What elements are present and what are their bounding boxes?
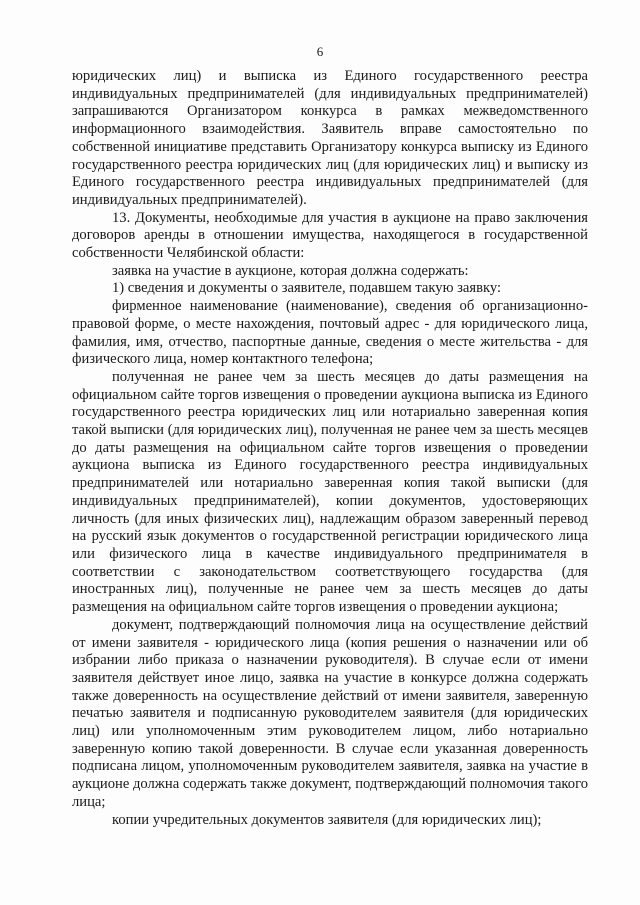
paragraph-applicant-info: 1) сведения и документы о заявителе, подавшем такую заявку:: [112, 280, 502, 297]
paragraph-registry-extract-continued: юридических лиц) и выписка из Единого государственного реестра индивидуальных предпринимателей (для индивидуальных предпринимателей) запрашиваются Организатором конкурса в рамках межведомственного информационного взаимодействия. Заявитель вправе самостоятельно по собственной инициативе представить Организатору конкурса выписку из Единого государственного реестра юридических лиц (для юридических лиц) и выписку из Единого государственного реестра индивидуальных предпринимателей (для индивидуальных предпринимателей).: [72, 68, 588, 208]
paragraph-registry-extract: полученная не ранее чем за шесть месяцев до даты размещения на официальном сайте торгов извещения о проведении аукциона выписка из Единого государственного реестра юридических лиц или нотариально заверенная копия такой выписки (для юридических лиц), полученная не ранее чем за шесть месяцев до даты размещения на официальном сайте торгов извещения о проведении аукциона выписка из Единого государственного реестра индивидуальных предпринимателей или нотариально заверенная копия такой выписки (для индивидуальных предпринимателей), копии документов, удостоверяющих личность (для иных физических лиц), надлежащим образом заверенный перевод на русский язык документов о государственной регистрации юридического лица или физического лица в качестве индивидуального предпринимателя в соответствии с законодательством соответствующего государства (для иностранных лиц), полученные не ранее чем за шесть месяцев до даты размещения на официальном сайте торгов извещения о проведении аукциона;: [72, 368, 588, 616]
paragraph-item-13: 13. Документы, необходимые для участия в аукционе на право заключения договоров аренды в отношении имущества, находящегося в государственной собственности Челябинской области:: [72, 209, 588, 262]
paragraph-authority-document: документ, подтверждающий полномочия лица на осуществление действий от имени заявителя - юридического лица (копия решения о назначении или об избрании либо приказа о назначении руководителя). В случае если от имени заявителя действует иное лицо, заявка на участие в конкурсе должна содержать также доверенность на осуществление действий от имени заявителя, заверенную печатью заявителя и подписанную руководителем заявителя (для юридических лиц) или уполномоченным этим руководителем лицом, либо нотариально заверенную копию такой доверенности. В случае если указанная доверенность подписана лицом, уполномоченным руководителем заявителя, заявка на участие в аукционе должна содержать также документ, подтверждающий полномочия такого лица;: [72, 616, 588, 810]
document-body: [72, 68, 588, 829]
paragraph-founding-documents: копии учредительных документов заявителя (для юридических лиц);: [112, 811, 542, 828]
paragraph-company-name-details: фирменное наименование (наименование), сведения об организационно-правовой форме, о месте нахождения, почтовый адрес - для юридического лица, фамилия, имя, отчество, паспортные данные, сведения о месте жительства - для физического лица, номер контактного телефона;: [72, 298, 588, 368]
paragraph-application-contents: заявка на участие в аукционе, которая должна содержать:: [112, 262, 469, 279]
page-number: 6: [316, 44, 324, 59]
